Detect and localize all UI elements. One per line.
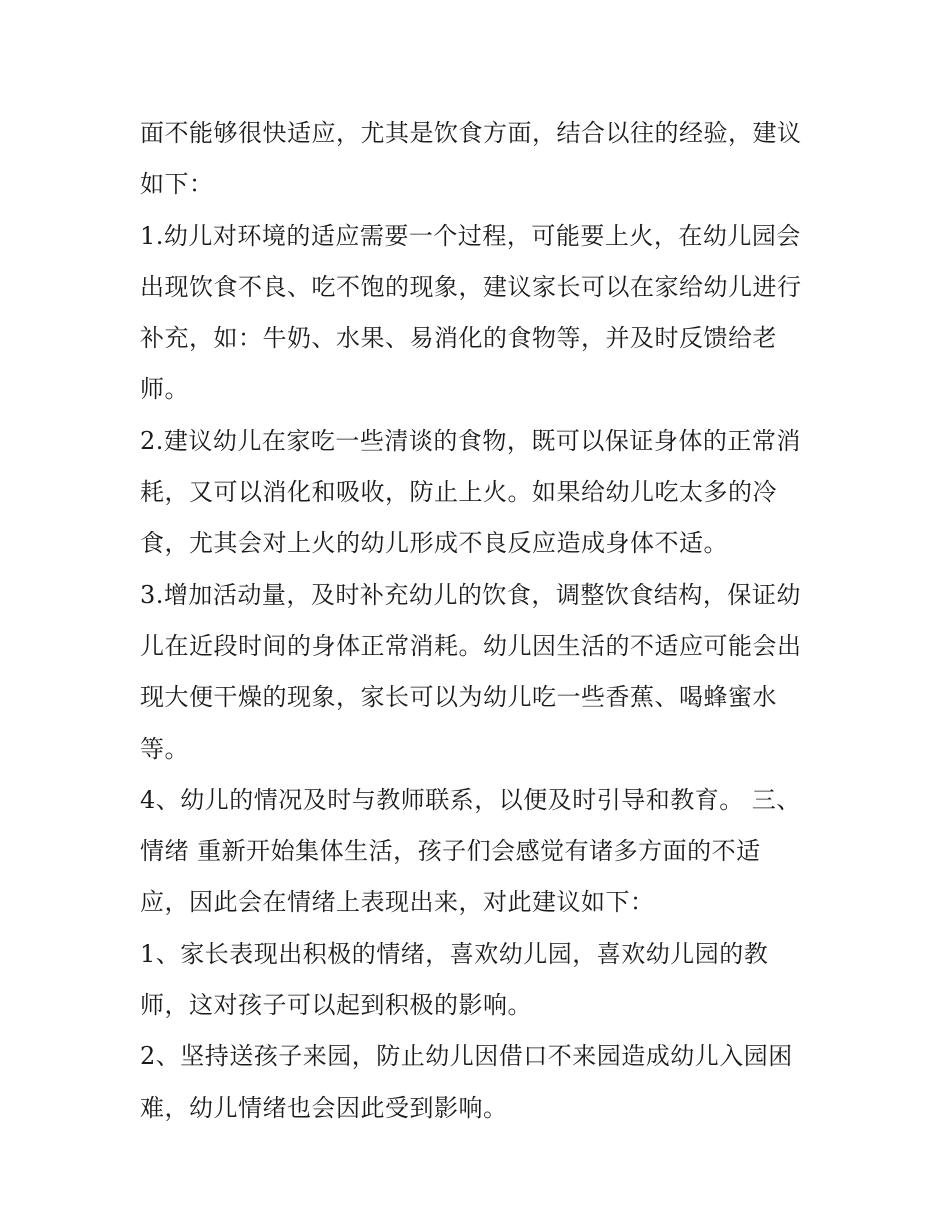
paragraph-emotion-2 [140,1031,820,1134]
text-line: 难，幼儿情绪也会因此受到影响。 [140,1093,508,1122]
paragraph-item-2 [140,416,820,570]
text-line: 现大便干燥的现象，家长可以为幼儿吃一些香蕉、喝蜂蜜水 [140,683,777,712]
text-line: 师。 [140,375,189,404]
text-line: 儿在近段时间的身体正常消耗。幼儿因生活的不适应可能会出 [140,631,802,660]
text-line: 如下： [140,170,214,199]
text-line: 情绪 重新开始集体生活，孩子们会感觉有诸多方面的不适 [140,837,761,866]
text-line: 应，因此会在情绪上表现出来，对此建议如下： [140,888,655,917]
paragraph-intro [140,108,820,211]
text-line: 耗，又可以消化和吸收，防止上火。如果给幼儿吃太多的冷 [140,478,777,507]
text-line: 面不能够很快适应，尤其是饮食方面，结合以往的经验，建议 [140,119,802,147]
text-line: 师，这对孩子可以起到积极的影响。 [140,991,532,1020]
paragraph-emotion-1 [140,929,820,1032]
text-line: 等。 [140,734,189,763]
text-line: 1、家长表现出积极的情绪，喜欢幼儿园，喜欢幼儿园的教 [140,939,769,968]
text-line: 出现饮食不良、吃不饱的现象，建议家长可以在家给幼儿进行 [140,272,802,301]
text-line: 1.幼儿对环境的适应需要一个过程，可能要上火，在幼儿园会 [140,221,801,250]
text-line: 3.增加活动量，及时补充幼儿的饮食，调整饮食结构，保证幼 [140,580,801,609]
text-line: 2.建议幼儿在家吃一些清谈的食物，既可以保证身体的正常消 [140,426,801,455]
document-body [140,108,820,1134]
text-line: 2、坚持送孩子来园，防止幼儿因借口不来园造成幼儿入园困 [140,1042,793,1071]
text-line: 4、幼儿的情况及时与教师联系，以便及时引导和教育。 三、 [140,785,801,814]
text-line: 食，尤其会对上火的幼儿形成不良反应造成身体不适。 [140,529,728,558]
paragraph-item-3 [140,570,820,775]
paragraph-item-4 [140,775,820,929]
text-line: 补充，如：牛奶、水果、易消化的食物等，并及时反馈给老 [140,324,777,353]
paragraph-item-1 [140,211,820,416]
